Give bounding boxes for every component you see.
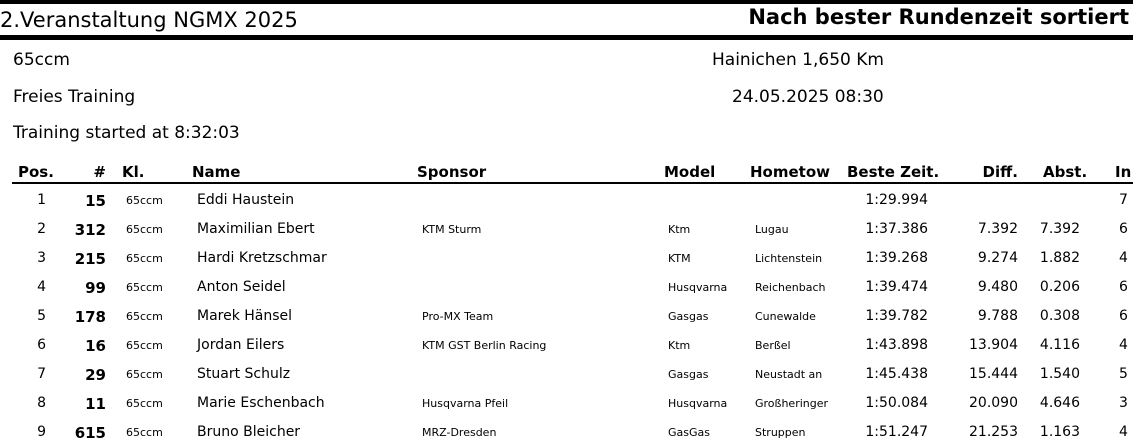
table-row bbox=[0, 390, 1133, 419]
cell-number: 215 bbox=[74, 250, 106, 268]
cell-best-time: 1:45.438 bbox=[865, 366, 928, 382]
header-rule bbox=[0, 35, 1133, 40]
cell-class: 65ccm bbox=[126, 397, 163, 410]
cell-number: 99 bbox=[85, 279, 106, 297]
cell-in: 5 bbox=[1119, 366, 1128, 382]
col-header-sponsor: Sponsor bbox=[417, 163, 487, 181]
cell-pos: 6 bbox=[37, 337, 46, 353]
cell-number: 29 bbox=[85, 366, 106, 384]
col-header-in: In bbox=[1115, 163, 1132, 181]
cell-hometown: Struppen bbox=[755, 426, 806, 439]
cell-name: Stuart Schulz bbox=[197, 366, 291, 382]
cell-name: Bruno Bleicher bbox=[197, 424, 301, 440]
cell-best-time: 1:37.386 bbox=[865, 221, 928, 237]
cell-best-time: 1:29.994 bbox=[865, 192, 928, 208]
col-header-num: # bbox=[93, 163, 106, 181]
cell-best-time: 1:39.474 bbox=[865, 279, 928, 295]
cell-in: 4 bbox=[1119, 424, 1128, 440]
col-header-best-time: Beste Zeit. bbox=[847, 163, 940, 181]
track-info: Hainichen 1,650 Km bbox=[712, 50, 884, 70]
cell-abst: 4.646 bbox=[1039, 395, 1080, 411]
cell-hometown: Cunewalde bbox=[755, 310, 816, 323]
cell-name: Eddi Haustein bbox=[197, 192, 295, 208]
cell-sponsor: KTM GST Berlin Racing bbox=[422, 339, 547, 352]
cell-sponsor: Pro-MX Team bbox=[422, 310, 494, 323]
cell-class: 65ccm bbox=[126, 368, 163, 381]
table-row bbox=[0, 303, 1133, 332]
cell-model: Ktm bbox=[668, 223, 691, 236]
cell-in: 3 bbox=[1119, 395, 1128, 411]
cell-class: 65ccm bbox=[126, 281, 163, 294]
cell-model: GasGas bbox=[668, 426, 710, 439]
event-title: 2.Veranstaltung NGMX 2025 bbox=[0, 8, 298, 32]
cell-hometown: Neustadt an bbox=[755, 368, 823, 381]
cell-hometown: Lichtenstein bbox=[755, 252, 823, 265]
cell-class: 65ccm bbox=[126, 223, 163, 236]
cell-in: 4 bbox=[1119, 337, 1128, 353]
cell-abst: 4.116 bbox=[1039, 337, 1080, 353]
cell-name: Anton Seidel bbox=[197, 279, 286, 295]
cell-best-time: 1:51.247 bbox=[865, 424, 928, 440]
cell-class: 65ccm bbox=[126, 252, 163, 265]
cell-model: Husqvarna bbox=[668, 397, 728, 410]
cell-diff: 21.253 bbox=[969, 424, 1018, 440]
cell-model: Husqvarna bbox=[668, 281, 728, 294]
cell-in: 6 bbox=[1119, 279, 1128, 295]
table-row bbox=[0, 216, 1133, 245]
top-rule bbox=[0, 0, 1133, 4]
cell-model: Gasgas bbox=[668, 310, 709, 323]
table-row bbox=[0, 187, 1133, 216]
cell-name: Maximilian Ebert bbox=[197, 221, 315, 237]
cell-class: 65ccm bbox=[126, 194, 163, 207]
cell-model: Ktm bbox=[668, 339, 691, 352]
cell-diff: 9.480 bbox=[977, 279, 1018, 295]
cell-hometown: Berßel bbox=[755, 339, 791, 352]
col-header-pos: Pos. bbox=[18, 163, 54, 181]
sort-label: Nach bester Rundenzeit sortiert bbox=[748, 5, 1129, 29]
table-row bbox=[0, 274, 1133, 303]
cell-name: Marie Eschenbach bbox=[197, 395, 325, 411]
cell-diff: 7.392 bbox=[977, 221, 1018, 237]
cell-diff: 15.444 bbox=[969, 366, 1018, 382]
cell-sponsor: Husqvarna Pfeil bbox=[422, 397, 509, 410]
cell-abst: 0.206 bbox=[1039, 279, 1080, 295]
cell-pos: 3 bbox=[37, 250, 46, 266]
cell-class: 65ccm bbox=[126, 339, 163, 352]
table-header-rule bbox=[12, 182, 1133, 184]
cell-number: 15 bbox=[85, 192, 106, 210]
cell-class: 65ccm bbox=[126, 310, 163, 323]
class-label: 65ccm bbox=[13, 50, 70, 70]
table-row bbox=[0, 332, 1133, 361]
cell-name: Marek Hänsel bbox=[197, 308, 293, 324]
cell-number: 16 bbox=[85, 337, 106, 355]
table-row bbox=[0, 361, 1133, 390]
cell-pos: 2 bbox=[37, 221, 46, 237]
session-date: 24.05.2025 08:30 bbox=[732, 87, 884, 107]
cell-pos: 7 bbox=[37, 366, 46, 382]
cell-pos: 9 bbox=[37, 424, 46, 440]
cell-diff: 20.090 bbox=[969, 395, 1018, 411]
col-header-class: Kl. bbox=[122, 163, 145, 181]
session-label: Freies Training bbox=[13, 87, 136, 107]
cell-abst: 7.392 bbox=[1039, 221, 1080, 237]
cell-pos: 4 bbox=[37, 279, 46, 295]
col-header-name: Name bbox=[192, 163, 241, 181]
cell-pos: 8 bbox=[37, 395, 46, 411]
col-header-diff: Diff. bbox=[982, 163, 1018, 181]
cell-number: 11 bbox=[85, 395, 106, 413]
cell-abst: 1.163 bbox=[1039, 424, 1080, 440]
cell-diff: 9.788 bbox=[977, 308, 1018, 324]
cell-diff: 9.274 bbox=[977, 250, 1018, 266]
cell-best-time: 1:39.268 bbox=[865, 250, 928, 266]
cell-best-time: 1:50.084 bbox=[865, 395, 928, 411]
cell-sponsor: MRZ-Dresden bbox=[422, 426, 497, 439]
cell-abst: 1.882 bbox=[1039, 250, 1080, 266]
cell-best-time: 1:43.898 bbox=[865, 337, 928, 353]
cell-in: 7 bbox=[1119, 192, 1128, 208]
cell-abst: 0.308 bbox=[1039, 308, 1080, 324]
table-row bbox=[0, 245, 1133, 274]
cell-sponsor: KTM Sturm bbox=[422, 223, 482, 236]
cell-model: KTM bbox=[668, 252, 691, 265]
cell-abst: 1.540 bbox=[1039, 366, 1080, 382]
cell-number: 615 bbox=[74, 424, 106, 442]
cell-diff: 13.904 bbox=[969, 337, 1018, 353]
cell-number: 312 bbox=[74, 221, 106, 239]
col-header-model: Model bbox=[664, 163, 716, 181]
cell-best-time: 1:39.782 bbox=[865, 308, 928, 324]
cell-number: 178 bbox=[74, 308, 106, 326]
cell-hometown: Lugau bbox=[755, 223, 789, 236]
cell-in: 6 bbox=[1119, 308, 1128, 324]
cell-pos: 1 bbox=[37, 192, 46, 208]
col-header-hometown: Hometow bbox=[750, 163, 830, 181]
cell-in: 6 bbox=[1119, 221, 1128, 237]
col-header-abst: Abst. bbox=[1043, 163, 1088, 181]
table-row bbox=[0, 419, 1133, 448]
cell-in: 4 bbox=[1119, 250, 1128, 266]
cell-hometown: Großheringer bbox=[755, 397, 829, 410]
cell-name: Hardi Kretzschmar bbox=[197, 250, 327, 266]
cell-pos: 5 bbox=[37, 308, 46, 324]
cell-class: 65ccm bbox=[126, 426, 163, 439]
cell-model: Gasgas bbox=[668, 368, 709, 381]
cell-name: Jordan Eilers bbox=[197, 337, 285, 353]
cell-hometown: Reichenbach bbox=[755, 281, 826, 294]
start-time: Training started at 8:32:03 bbox=[13, 123, 240, 143]
